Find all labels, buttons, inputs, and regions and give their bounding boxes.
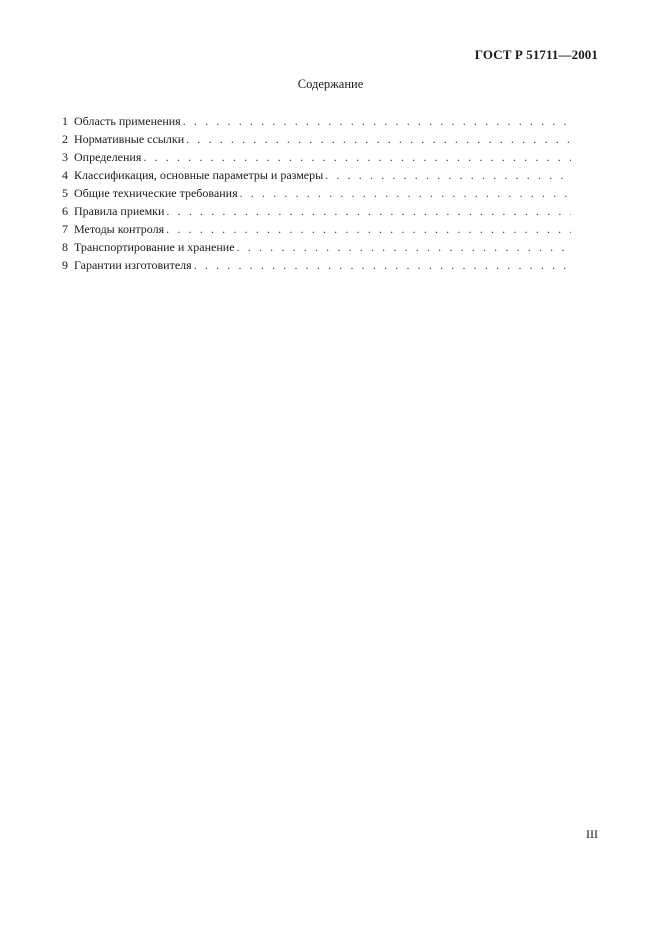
document-code: ГОСТ Р 51711—2001	[474, 47, 598, 62]
toc-item-number: 6	[62, 204, 68, 218]
toc-leader-dots	[183, 112, 571, 130]
toc-leader-dots	[166, 220, 571, 238]
toc-item	[62, 112, 571, 130]
toc-leader-dots	[186, 130, 571, 148]
toc-item-text: Методы контроля	[74, 222, 165, 236]
toc-item	[62, 256, 571, 274]
toc-leader-dots	[166, 202, 571, 220]
toc-item-text: Гарантии изготовителя	[74, 258, 192, 272]
toc-item-number: 7	[62, 222, 68, 236]
toc-item	[62, 202, 571, 220]
toc-item	[62, 184, 571, 202]
toc-item	[62, 148, 571, 166]
toc-leader-dots	[237, 238, 571, 256]
toc-item	[62, 130, 571, 148]
toc-item-number: 4	[62, 168, 68, 182]
toc-item-text: Нормативные ссылки	[74, 132, 185, 146]
page-number: III	[586, 827, 598, 841]
toc-item	[62, 166, 571, 184]
toc-item	[62, 220, 571, 238]
toc-leader-dots	[325, 166, 571, 184]
toc-leader-dots	[194, 256, 571, 274]
toc-item-number: 5	[62, 186, 68, 200]
toc-item-text: Область применения	[74, 114, 181, 128]
toc-item-number: 3	[62, 150, 68, 164]
toc-item-number: 9	[62, 258, 68, 272]
toc-item-text: Транспортирование и хранение	[74, 240, 235, 254]
toc-item-text: Общие технические требования	[74, 186, 238, 200]
table-of-contents	[62, 112, 571, 274]
toc-item-number: 1	[62, 114, 68, 128]
toc-title: Содержание	[297, 77, 364, 91]
toc-leader-dots	[143, 148, 571, 166]
toc-item-text: Определения	[74, 150, 142, 164]
toc-item-text: Классификация, основные параметры и размеры	[74, 168, 324, 182]
toc-item-number: 2	[62, 132, 68, 146]
toc-leader-dots	[240, 184, 571, 202]
toc-item	[62, 238, 571, 256]
toc-item-number: 8	[62, 240, 68, 254]
toc-item-text: Правила приемки	[74, 204, 165, 218]
